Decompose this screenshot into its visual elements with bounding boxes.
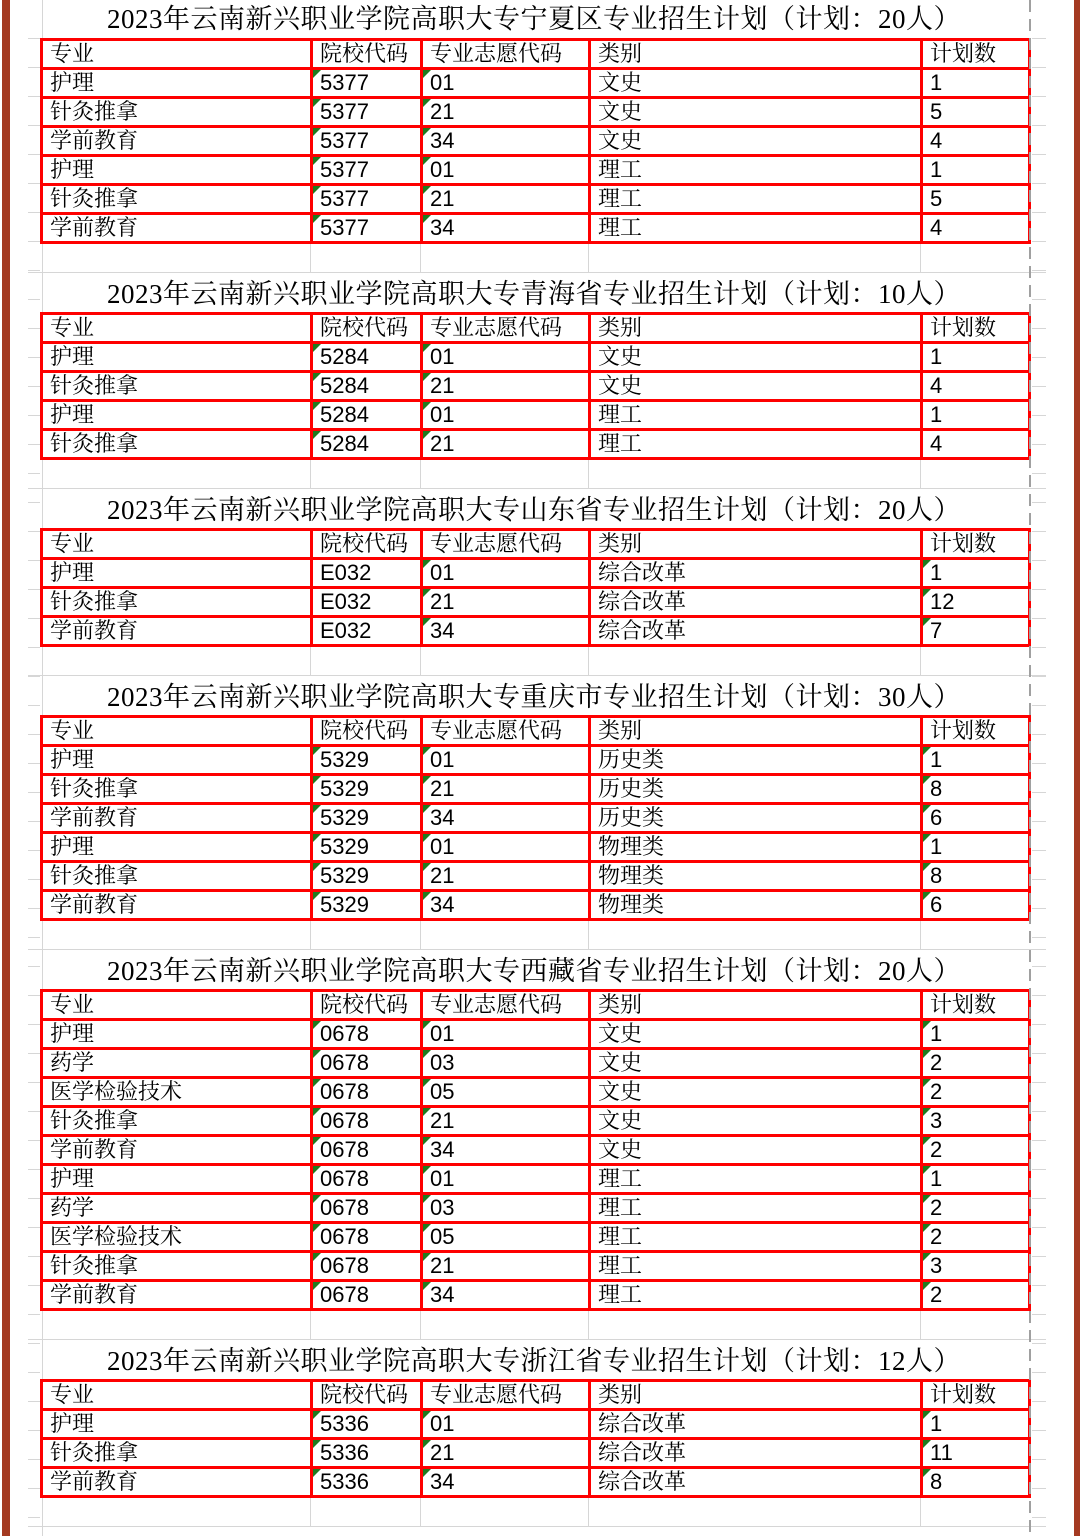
cell: 5329: [312, 862, 422, 891]
column-header: 院校代码: [312, 40, 422, 69]
column-header: 专业志愿代码: [422, 40, 590, 69]
cell: 0678: [312, 1281, 422, 1310]
cell: 1: [922, 1020, 1030, 1049]
cell: 理工: [590, 1281, 922, 1310]
column-header: 专业志愿代码: [422, 314, 590, 343]
cell: 01: [422, 343, 590, 372]
cell: 综合改革: [590, 588, 922, 617]
cell: 学前教育: [42, 804, 312, 833]
header-row: [42, 991, 1030, 1020]
cell: 针灸推拿: [42, 1107, 312, 1136]
cell: 药学: [42, 1049, 312, 1078]
plan-section: [0, 489, 1080, 676]
cell: 学前教育: [42, 214, 312, 243]
column-header: 计划数: [922, 40, 1030, 69]
cell: 综合改革: [590, 1439, 922, 1468]
table-row: [42, 588, 1030, 617]
gridline-stub: [920, 1498, 921, 1527]
cell: 针灸推拿: [42, 862, 312, 891]
cell: 01: [422, 833, 590, 862]
page-break-dashed-line: [1029, 0, 1031, 1536]
cell: 护理: [42, 343, 312, 372]
cell: 34: [422, 127, 590, 156]
cell: 0678: [312, 1252, 422, 1281]
cell: 护理: [42, 156, 312, 185]
table-row: [42, 1078, 1030, 1107]
gridline-horizontal: [28, 1339, 1046, 1340]
gridline-stub: [420, 1311, 421, 1340]
plan-table: [40, 715, 1031, 921]
cell: 21: [422, 1107, 590, 1136]
cell: 针灸推拿: [42, 98, 312, 127]
table-row: [42, 1020, 1030, 1049]
table-row: [42, 1281, 1030, 1310]
column-header: 专业: [42, 991, 312, 1020]
cell: 01: [422, 559, 590, 588]
plan-table: [40, 312, 1031, 460]
cell: 21: [422, 372, 590, 401]
table-row: [42, 833, 1030, 862]
cell: 5284: [312, 343, 422, 372]
cell: 5329: [312, 833, 422, 862]
table-row: [42, 1165, 1030, 1194]
cell: 6: [922, 891, 1030, 920]
cell: 5329: [312, 804, 422, 833]
column-header: 计划数: [922, 530, 1030, 559]
table-row: [42, 775, 1030, 804]
cell: 针灸推拿: [42, 430, 312, 459]
cell: 0678: [312, 1049, 422, 1078]
cell: 护理: [42, 1020, 312, 1049]
cell: 4: [922, 372, 1030, 401]
table-row: [42, 343, 1030, 372]
plan-section: [0, 676, 1080, 950]
gridline-stub: [588, 244, 589, 273]
cell: 2: [922, 1281, 1030, 1310]
cell: 5377: [312, 69, 422, 98]
cell: 4: [922, 214, 1030, 243]
cell: 1: [922, 401, 1030, 430]
column-header: 类别: [590, 314, 922, 343]
cell: 01: [422, 69, 590, 98]
column-header: 专业: [42, 717, 312, 746]
cell: 1: [922, 559, 1030, 588]
cell: 5329: [312, 891, 422, 920]
cell: E032: [312, 559, 422, 588]
cell: 理工: [590, 185, 922, 214]
cell: 护理: [42, 833, 312, 862]
column-header: 专业: [42, 530, 312, 559]
cell: 21: [422, 775, 590, 804]
column-header: 计划数: [922, 1381, 1030, 1410]
cell: 护理: [42, 559, 312, 588]
cell: 综合改革: [590, 617, 922, 646]
cell: 历史类: [590, 746, 922, 775]
column-header: 专业: [42, 40, 312, 69]
gridline-stub: [588, 647, 589, 676]
cell: 8: [922, 775, 1030, 804]
cell: 2: [922, 1194, 1030, 1223]
cell: 理工: [590, 1194, 922, 1223]
column-header: 院校代码: [312, 1381, 422, 1410]
cell: 0678: [312, 1078, 422, 1107]
header-row: [42, 1381, 1030, 1410]
column-header: 专业志愿代码: [422, 991, 590, 1020]
table-row: [42, 1049, 1030, 1078]
cell: 护理: [42, 746, 312, 775]
cell: 0678: [312, 1194, 422, 1223]
table-row: [42, 862, 1030, 891]
plan-table: [40, 528, 1031, 647]
cell: 5377: [312, 156, 422, 185]
plan-table: [40, 1379, 1031, 1498]
cell: 1: [922, 746, 1030, 775]
cell: 21: [422, 185, 590, 214]
cell: 4: [922, 430, 1030, 459]
cell: 12: [922, 588, 1030, 617]
cell: 34: [422, 804, 590, 833]
table-row: [42, 372, 1030, 401]
cell: 5336: [312, 1468, 422, 1497]
plan-section: [0, 273, 1080, 489]
cell: 5377: [312, 214, 422, 243]
section-title: 2023年云南新兴职业学院高职大专宁夏区专业招生计划（计划：20人）: [107, 4, 961, 34]
cell: 护理: [42, 401, 312, 430]
cell: 03: [422, 1049, 590, 1078]
table-row: [42, 1136, 1030, 1165]
cell: 34: [422, 1468, 590, 1497]
column-header: 专业: [42, 314, 312, 343]
table-row: [42, 1194, 1030, 1223]
table-row: [42, 430, 1030, 459]
gridline-stub: [920, 921, 921, 950]
table-row: [42, 156, 1030, 185]
cell: 34: [422, 1136, 590, 1165]
cell: 医学检验技术: [42, 1223, 312, 1252]
plan-section: [0, 0, 1080, 273]
cell: 3: [922, 1107, 1030, 1136]
cell: 0678: [312, 1223, 422, 1252]
cell: 文史: [590, 98, 922, 127]
cell: 文史: [590, 372, 922, 401]
cell: 理工: [590, 1165, 922, 1194]
cell: 文史: [590, 1107, 922, 1136]
cell: 文史: [590, 1020, 922, 1049]
cell: 2: [922, 1223, 1030, 1252]
grid-gap-row: [0, 921, 1080, 950]
cell: 5329: [312, 775, 422, 804]
column-header: 计划数: [922, 717, 1030, 746]
cell: 学前教育: [42, 1281, 312, 1310]
cell: 6: [922, 804, 1030, 833]
gridline-horizontal: [28, 675, 1046, 676]
table-row: [42, 69, 1030, 98]
column-header: 院校代码: [312, 314, 422, 343]
cell: 医学检验技术: [42, 1078, 312, 1107]
gridline-stub: [420, 921, 421, 950]
cell: 01: [422, 1410, 590, 1439]
gridline-horizontal: [28, 1526, 1046, 1527]
gridline-stub: [310, 921, 311, 950]
plan-table: [40, 989, 1031, 1311]
right-edge-strip: [1074, 0, 1080, 1536]
cell: 11: [922, 1439, 1030, 1468]
cell: 护理: [42, 1165, 312, 1194]
grid-gap-row: [0, 460, 1080, 489]
cell: 01: [422, 1020, 590, 1049]
gridline-horizontal: [28, 272, 1046, 273]
cell: 护理: [42, 69, 312, 98]
table-row: [42, 559, 1030, 588]
cell: 1: [922, 343, 1030, 372]
header-row: [42, 40, 1030, 69]
grid-gap-row: [0, 1311, 1080, 1340]
column-header: 类别: [590, 991, 922, 1020]
section-title: 2023年云南新兴职业学院高职大专重庆市专业招生计划（计划：30人）: [107, 682, 961, 712]
cell: 综合改革: [590, 1410, 922, 1439]
table-row: [42, 214, 1030, 243]
section-title: 2023年云南新兴职业学院高职大专山东省专业招生计划（计划：20人）: [107, 495, 961, 525]
cell: 历史类: [590, 775, 922, 804]
cell: 0678: [312, 1107, 422, 1136]
cell: 理工: [590, 214, 922, 243]
cell: 05: [422, 1223, 590, 1252]
table-row: [42, 98, 1030, 127]
gridline-stub: [920, 244, 921, 273]
cell: 学前教育: [42, 617, 312, 646]
header-row: [42, 530, 1030, 559]
column-header: 院校代码: [312, 991, 422, 1020]
gridline-stub: [310, 244, 311, 273]
column-header: 专业志愿代码: [422, 530, 590, 559]
plan-table: [40, 38, 1031, 244]
grid-gap-row: [0, 647, 1080, 676]
cell: 1: [922, 1165, 1030, 1194]
gridline-stub: [310, 1311, 311, 1340]
column-header: 专业志愿代码: [422, 1381, 590, 1410]
table-row: [42, 401, 1030, 430]
cell: 2: [922, 1049, 1030, 1078]
cell: 物理类: [590, 862, 922, 891]
gridline-stub: [920, 1311, 921, 1340]
cell: 5336: [312, 1439, 422, 1468]
gridline-stub: [588, 921, 589, 950]
cell: 01: [422, 1165, 590, 1194]
cell: 1: [922, 1410, 1030, 1439]
gridline-stub: [310, 1498, 311, 1527]
header-row: [42, 717, 1030, 746]
cell: 历史类: [590, 804, 922, 833]
cell: 03: [422, 1194, 590, 1223]
cell: 针灸推拿: [42, 588, 312, 617]
table-row: [42, 1223, 1030, 1252]
cell: 2: [922, 1078, 1030, 1107]
column-header: 院校代码: [312, 530, 422, 559]
table-row: [42, 127, 1030, 156]
cell: 文史: [590, 127, 922, 156]
column-header: 类别: [590, 40, 922, 69]
cell: 护理: [42, 1410, 312, 1439]
cell: 物理类: [590, 833, 922, 862]
cell: 01: [422, 401, 590, 430]
cell: 5377: [312, 98, 422, 127]
cell: 4: [922, 127, 1030, 156]
cell: 34: [422, 891, 590, 920]
cell: 01: [422, 746, 590, 775]
cell: 1: [922, 833, 1030, 862]
cell: 8: [922, 862, 1030, 891]
cell: 理工: [590, 1223, 922, 1252]
cell: 针灸推拿: [42, 372, 312, 401]
cell: 综合改革: [590, 1468, 922, 1497]
table-row: [42, 804, 1030, 833]
cell: 0678: [312, 1165, 422, 1194]
table-row: [42, 185, 1030, 214]
cell: 针灸推拿: [42, 185, 312, 214]
column-header: 类别: [590, 530, 922, 559]
cell: 文史: [590, 69, 922, 98]
cell: 5284: [312, 372, 422, 401]
cell: 21: [422, 430, 590, 459]
cell: 5377: [312, 127, 422, 156]
gridline-stub: [588, 460, 589, 489]
cell: 5284: [312, 401, 422, 430]
cell: 5: [922, 185, 1030, 214]
table-row: [42, 1252, 1030, 1281]
cell: 8: [922, 1468, 1030, 1497]
left-edge-strip: [2, 0, 10, 1536]
gridline-stub: [310, 460, 311, 489]
cell: 3: [922, 1252, 1030, 1281]
cell: 综合改革: [590, 559, 922, 588]
cell: 01: [422, 156, 590, 185]
cell: 34: [422, 1281, 590, 1310]
cell: 物理类: [590, 891, 922, 920]
gridline-stub: [588, 1311, 589, 1340]
cell: 文史: [590, 343, 922, 372]
cell: 学前教育: [42, 891, 312, 920]
gridline-horizontal: [28, 488, 1046, 489]
cell: 5336: [312, 1410, 422, 1439]
column-header: 计划数: [922, 314, 1030, 343]
cell: 文史: [590, 1136, 922, 1165]
cell: 21: [422, 98, 590, 127]
cell: 21: [422, 1252, 590, 1281]
cell: 0678: [312, 1020, 422, 1049]
section-title: 2023年云南新兴职业学院高职大专青海省专业招生计划（计划：10人）: [107, 279, 961, 309]
table-row: [42, 1468, 1030, 1497]
header-row: [42, 314, 1030, 343]
gridline-stub: [588, 1498, 589, 1527]
cell: 5329: [312, 746, 422, 775]
cell: 34: [422, 214, 590, 243]
cell: 理工: [590, 156, 922, 185]
table-row: [42, 1439, 1030, 1468]
cell: 5284: [312, 430, 422, 459]
cell: 5: [922, 98, 1030, 127]
column-header: 专业: [42, 1381, 312, 1410]
cell: 学前教育: [42, 1136, 312, 1165]
gridline-horizontal: [28, 949, 1046, 950]
column-header: 专业志愿代码: [422, 717, 590, 746]
cell: 5377: [312, 185, 422, 214]
cell: 理工: [590, 430, 922, 459]
cell: 理工: [590, 1252, 922, 1281]
gridline-stub: [920, 460, 921, 489]
gridline-stub: [420, 1498, 421, 1527]
cell: 药学: [42, 1194, 312, 1223]
table-row: [42, 617, 1030, 646]
cell: E032: [312, 617, 422, 646]
cell: 针灸推拿: [42, 1252, 312, 1281]
plan-section: [0, 950, 1080, 1340]
grid-gap-row: [0, 1498, 1080, 1527]
table-row: [42, 891, 1030, 920]
cell: 文史: [590, 1049, 922, 1078]
grid-gap-row: [0, 244, 1080, 273]
cell: 文史: [590, 1078, 922, 1107]
cell: 21: [422, 862, 590, 891]
table-row: [42, 746, 1030, 775]
column-header: 计划数: [922, 991, 1030, 1020]
section-title: 2023年云南新兴职业学院高职大专浙江省专业招生计划（计划：12人）: [107, 1346, 961, 1376]
cell: 学前教育: [42, 1468, 312, 1497]
cell: 学前教育: [42, 127, 312, 156]
cell: 05: [422, 1078, 590, 1107]
cell: 2: [922, 1136, 1030, 1165]
cell: 7: [922, 617, 1030, 646]
cell: 理工: [590, 401, 922, 430]
cell: 针灸推拿: [42, 1439, 312, 1468]
cell: 1: [922, 69, 1030, 98]
table-row: [42, 1107, 1030, 1136]
cell: 针灸推拿: [42, 775, 312, 804]
gridline-stub: [310, 647, 311, 676]
plan-section: [0, 1340, 1080, 1527]
cell: 1: [922, 156, 1030, 185]
column-header: 院校代码: [312, 717, 422, 746]
table-row: [42, 1410, 1030, 1439]
column-header: 类别: [590, 717, 922, 746]
cell: 0678: [312, 1136, 422, 1165]
gridline-stub: [420, 647, 421, 676]
gridline-stub: [420, 244, 421, 273]
cell: 21: [422, 588, 590, 617]
column-header: 类别: [590, 1381, 922, 1410]
gridline-stub: [920, 647, 921, 676]
cell: 21: [422, 1439, 590, 1468]
gridline-stub: [420, 460, 421, 489]
cell: 34: [422, 617, 590, 646]
cell: E032: [312, 588, 422, 617]
section-title: 2023年云南新兴职业学院高职大专西藏省专业招生计划（计划：20人）: [107, 956, 961, 986]
